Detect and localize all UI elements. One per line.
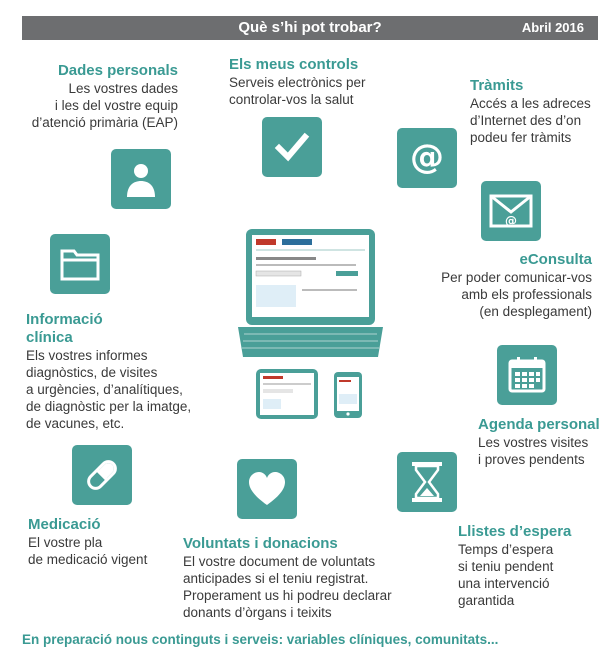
agenda-desc-1: Les vostres visites	[478, 435, 589, 450]
voluntats-desc-3: Properament us hi podreu declarar	[183, 588, 392, 603]
dades-title: Dades personals	[57, 62, 178, 79]
svg-text:@: @	[505, 214, 517, 228]
informacio-block	[26, 311, 191, 432]
econsulta-desc-3: (en desplegament)	[479, 304, 592, 319]
laptop-icon	[238, 229, 383, 357]
hourglass-icon	[397, 452, 457, 512]
llistes-block	[458, 523, 571, 609]
footer-note: En preparació nous continguts i serveis: variables clíniques, comunitats...	[22, 632, 499, 647]
dades-desc-2: i les del vostre equip	[54, 98, 178, 113]
dades-personals-block	[32, 62, 178, 131]
controls-desc-2: controlar-vos la salut	[229, 92, 354, 107]
econsulta-title: eConsulta	[519, 251, 592, 268]
svg-text:@: @	[410, 138, 444, 177]
controls-block	[229, 56, 366, 108]
informacio-desc-4: de diagnòstic per la imatge,	[26, 399, 192, 414]
agenda-desc-2: i proves pendents	[478, 452, 585, 467]
page-title: Què s’hi pot trobar?	[238, 19, 382, 36]
informacio-desc-1: Els vostres informes	[26, 348, 148, 363]
pill-icon	[72, 445, 132, 505]
folder-icon	[50, 234, 110, 294]
dades-desc-3: d’atenció primària (EAP)	[31, 115, 178, 130]
dades-desc-1: Les vostres dades	[68, 81, 178, 96]
tramits-desc-2: d’Internet des d’on	[470, 113, 582, 128]
voluntats-title: Voluntats i donacions	[183, 535, 338, 552]
issue-date: Abril 2016	[521, 20, 584, 35]
medicacio-title: Medicació	[28, 516, 101, 533]
tramits-block	[470, 77, 591, 146]
tablet-icon	[256, 369, 318, 419]
econsulta-block	[441, 251, 592, 320]
at-sign-icon	[397, 128, 457, 188]
calendar-icon	[497, 345, 557, 405]
medicacio-block	[28, 516, 147, 568]
medicacio-desc-1: El vostre pla	[28, 535, 103, 550]
person-icon	[111, 149, 171, 209]
llistes-title: Llistes d’espera	[458, 523, 572, 540]
controls-desc-1: Serveis electrònics per	[229, 75, 366, 90]
informacio-desc-3: a urgències, d’analítiques,	[26, 382, 183, 397]
voluntats-desc-1: El vostre document de voluntats	[183, 554, 376, 569]
checkmark-icon	[262, 117, 322, 177]
tramits-title: Tràmits	[470, 77, 524, 94]
agenda-block	[478, 416, 600, 468]
llistes-desc-3: una intervenció	[458, 576, 550, 591]
tramits-desc-3: podeu fer tràmits	[470, 130, 572, 145]
heart-icon	[237, 459, 297, 519]
econsulta-desc-2: amb els professionals	[461, 287, 592, 302]
voluntats-desc-2: anticipades si el teniu registrat.	[183, 571, 369, 586]
informacio-desc-5: de vacunes, etc.	[26, 416, 125, 431]
voluntats-block	[183, 535, 392, 621]
econsulta-desc-1: Per poder comunicar-vos	[441, 270, 592, 285]
envelope-icon	[481, 181, 541, 241]
agenda-title: Agenda personal	[478, 416, 600, 433]
llistes-desc-1: Temps d’espera	[458, 542, 554, 557]
llistes-desc-2: si teniu pendent	[458, 559, 554, 574]
voluntats-desc-4: donants d’òrgans i teixits	[183, 605, 332, 620]
informacio-desc-2: diagnòstics, de visites	[26, 365, 158, 380]
informacio-title-2: clínica	[26, 329, 73, 346]
medicacio-desc-2: de medicació vigent	[28, 552, 148, 567]
phone-icon	[334, 372, 362, 418]
header-bar	[22, 16, 598, 40]
llistes-desc-4: garantida	[458, 593, 515, 608]
tramits-desc-1: Accés a les adreces	[470, 96, 591, 111]
controls-title: Els meus controls	[229, 56, 359, 73]
informacio-title-1: Informació	[26, 311, 103, 328]
